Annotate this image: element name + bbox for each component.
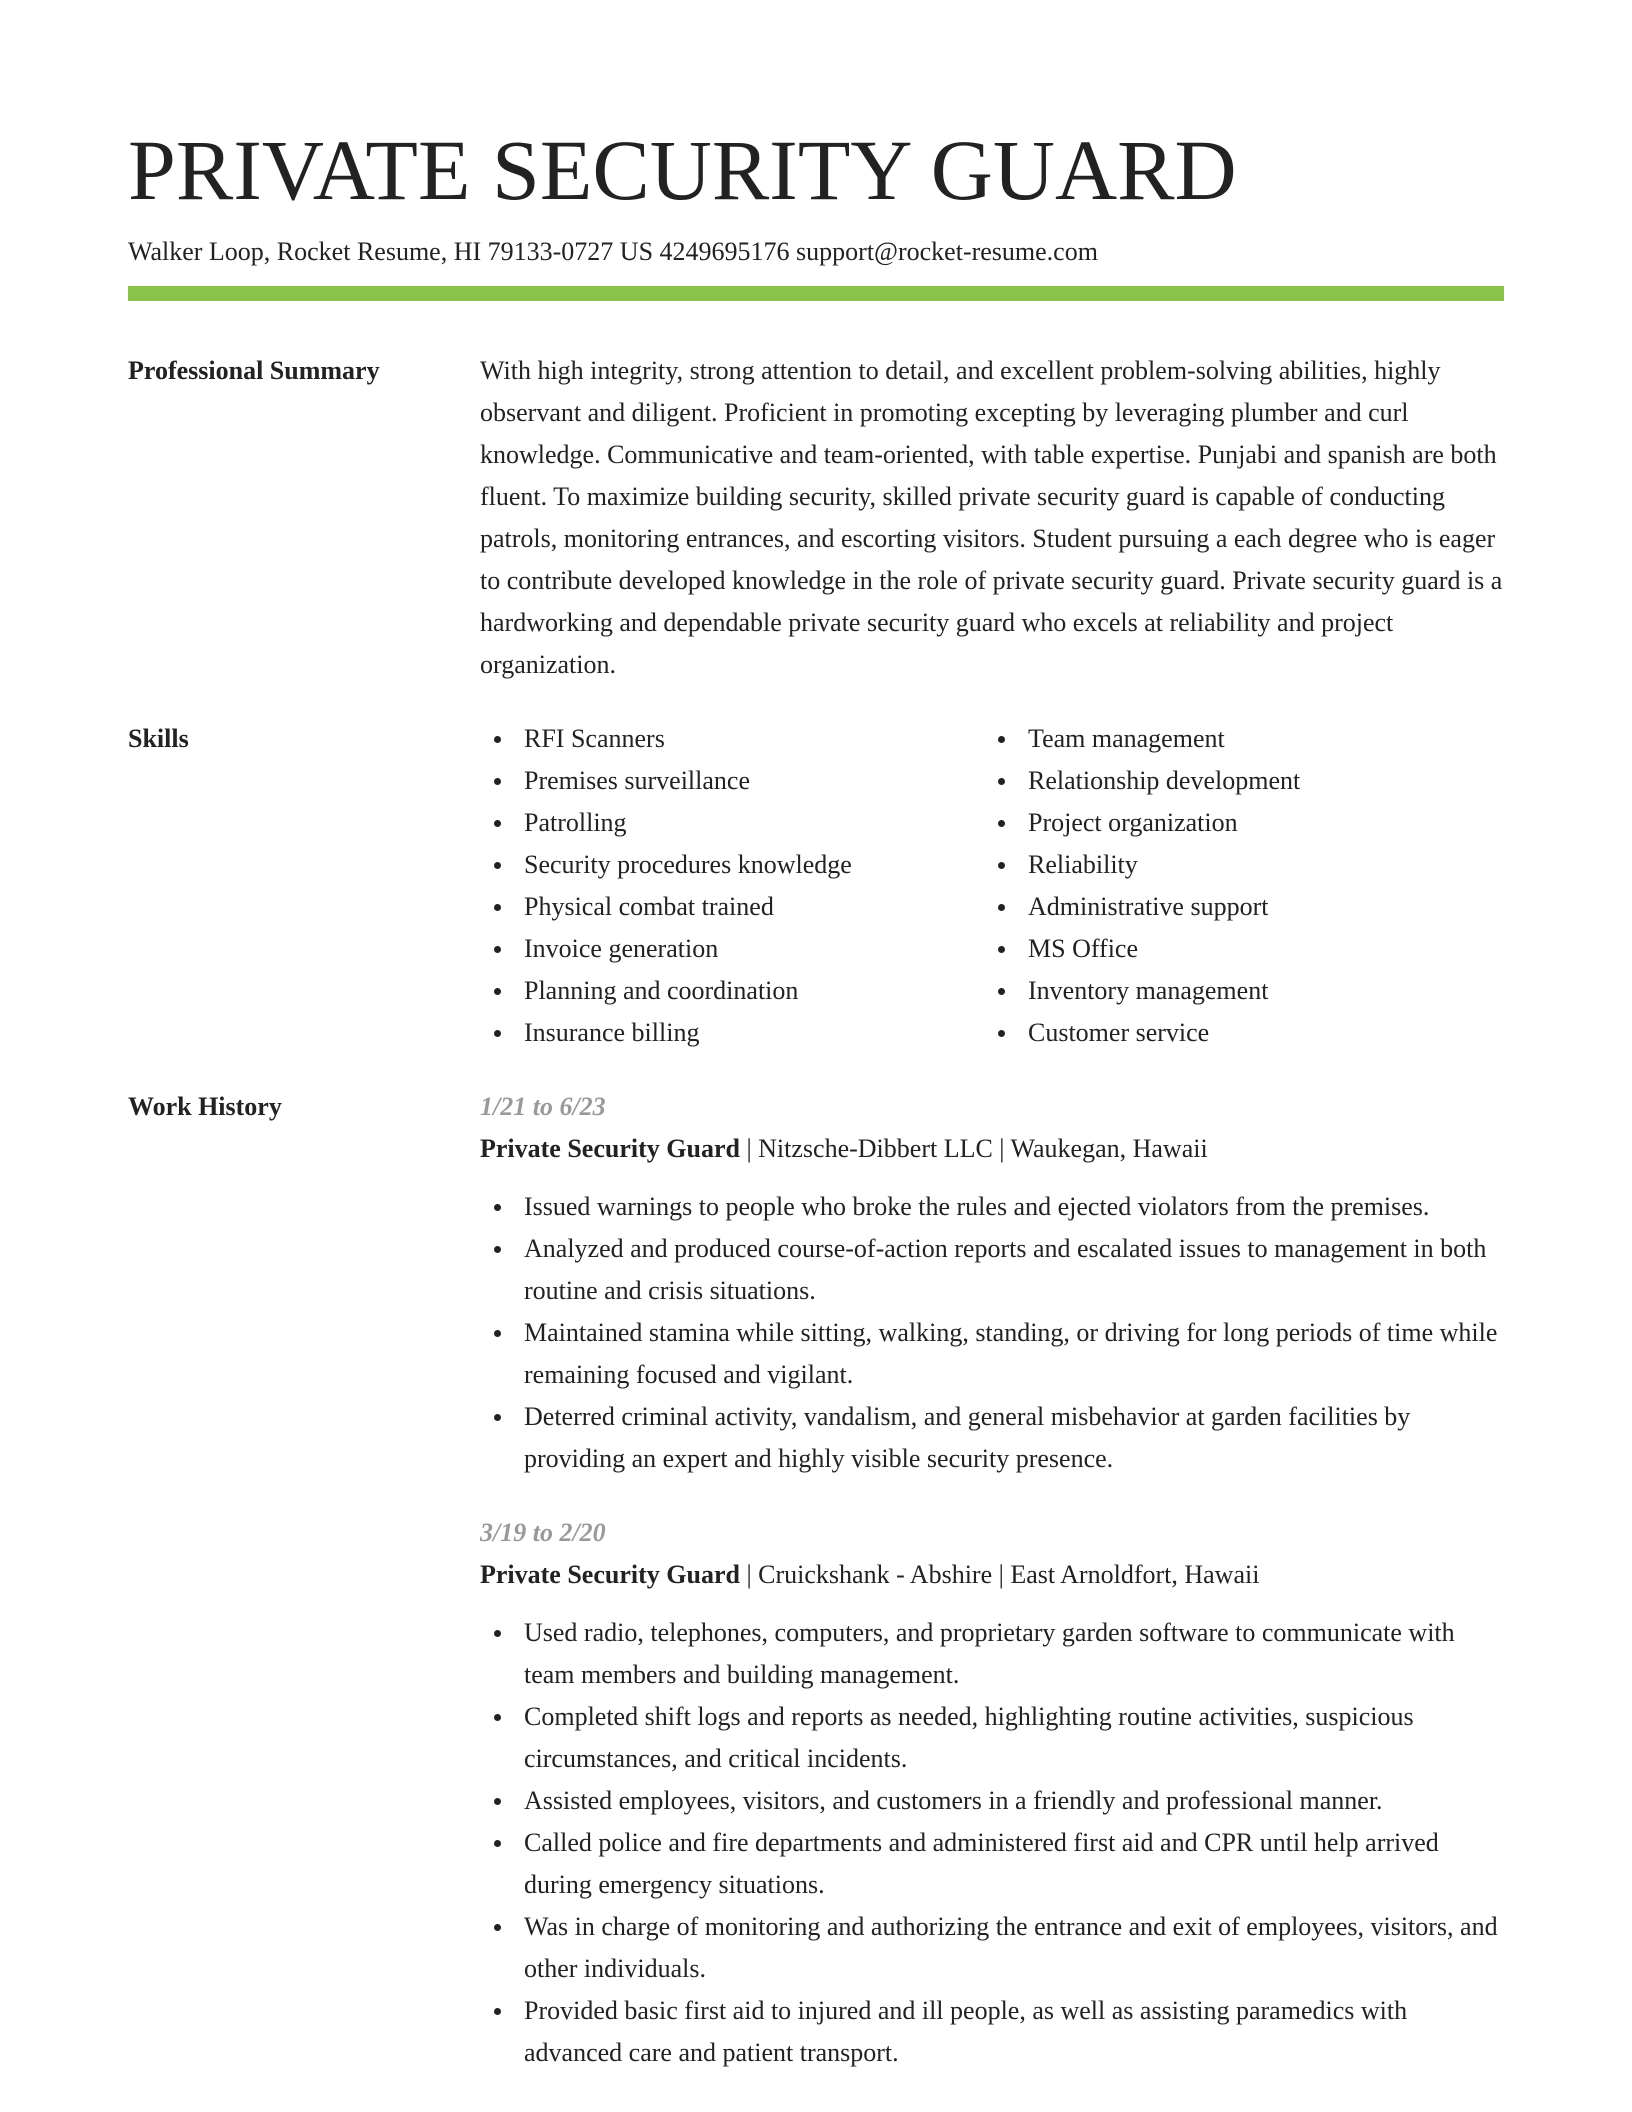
skill-item: Security procedures knowledge — [480, 844, 984, 886]
job-bullet: Used radio, telephones, computers, and proprietary garden software to communicate with team members and building management. — [480, 1612, 1504, 1696]
job-bullet: Deterred criminal activity, vandalism, and general misbehavior at garden facilities by providing an expert and highly visible security presence. — [480, 1396, 1504, 1480]
job-dates: 3/19 to 2/20 — [480, 1518, 606, 1547]
skill-item: RFI Scanners — [480, 718, 984, 760]
job-bullet: Maintained stamina while sitting, walking, standing, or driving for long periods of time while remaining focused and vigilant. — [480, 1312, 1504, 1396]
job-bullet: Completed shift logs and reports as needed, highlighting routine activities, suspicious circumstances, and critical incidents. — [480, 1696, 1504, 1780]
skills-heading: Skills — [128, 724, 189, 753]
work-history-section — [128, 1086, 1504, 2106]
job-bullet: Analyzed and produced course-of-action reports and escalated issues to management in both routine and crisis situations. — [480, 1228, 1504, 1312]
skills-columns — [480, 718, 1504, 1054]
work-history-body — [480, 1086, 1504, 2074]
job-bullet: Issued warnings to people who broke the rules and ejected violators from the premises. — [480, 1186, 1504, 1228]
skill-item: Patrolling — [480, 802, 984, 844]
skill-item: Premises surveillance — [480, 760, 984, 802]
job-details: | Cruickshank - Abshire | East Arnoldfort, Hawaii — [739, 1560, 1260, 1589]
resume-header — [128, 118, 1504, 270]
skill-item: Inventory management — [984, 970, 1488, 1012]
skill-item: Physical combat trained — [480, 886, 984, 928]
skill-item: Insurance billing — [480, 1012, 984, 1054]
job-bullet: Was in charge of monitoring and authorizing the entrance and exit of employees, visitors, and other individuals. — [480, 1906, 1504, 1990]
skill-item: Team management — [984, 718, 1488, 760]
skills-body — [480, 718, 1504, 1054]
summary-section — [128, 350, 1504, 690]
skill-item: Relationship development — [984, 760, 1488, 802]
summary-text: With high integrity, strong attention to detail, and excellent problem-solving abilities, highly observant and diligent. Proficient in promoting excepting by leveraging plumber and curl knowledge. Communicative and team-oriented, with table expertise. Punjabi and spanish are both fluent. To maximize building security, skilled private security guard is capable of conducting patrols, monitoring entrances, and escorting visitors. Student pursuing a each degree who is eager to contribute developed knowledge in the role of private security guard. Private security guard is a hardworking and dependable private security guard who excels at reliability and project organization. — [480, 356, 1503, 679]
job-heading — [480, 1554, 1504, 1596]
summary-heading: Professional Summary — [128, 356, 380, 385]
job-title: Private Security Guard — [480, 1560, 740, 1589]
skill-item: Reliability — [984, 844, 1488, 886]
job-heading — [480, 1128, 1504, 1170]
job-entry — [480, 1512, 1504, 2074]
page-title: PRIVATE SECURITY GUARD — [128, 122, 1237, 218]
skill-item: Project organization — [984, 802, 1488, 844]
skills-section — [128, 718, 1504, 1058]
job-dates: 1/21 to 6/23 — [480, 1092, 606, 1121]
job-entry — [480, 1086, 1504, 1480]
skill-item: Administrative support — [984, 886, 1488, 928]
skill-item: Planning and coordination — [480, 970, 984, 1012]
work-history-heading: Work History — [128, 1092, 282, 1121]
job-bullet-list — [480, 1612, 1504, 2074]
job-bullet: Called police and fire departments and administered first aid and CPR until help arrived during emergency situations. — [480, 1822, 1504, 1906]
job-details: | Nitzsche-Dibbert LLC | Waukegan, Hawaii — [739, 1134, 1208, 1163]
skill-item: Invoice generation — [480, 928, 984, 970]
job-bullet: Assisted employees, visitors, and customers in a friendly and professional manner. — [480, 1780, 1504, 1822]
skill-item: Customer service — [984, 1012, 1488, 1054]
job-bullet-list — [480, 1186, 1504, 1480]
accent-divider — [128, 286, 1504, 301]
summary-body — [480, 350, 1504, 686]
skills-list-right — [984, 718, 1488, 1054]
skill-item: MS Office — [984, 928, 1488, 970]
job-title: Private Security Guard — [480, 1134, 740, 1163]
job-bullet: Provided basic first aid to injured and ill people, as well as assisting paramedics with advanced care and patient transport. — [480, 1990, 1504, 2074]
contact-info: Walker Loop, Rocket Resume, HI 79133-0727 US 4249695176 support@rocket-resume.com — [128, 237, 1098, 266]
skills-list-left — [480, 718, 984, 1054]
